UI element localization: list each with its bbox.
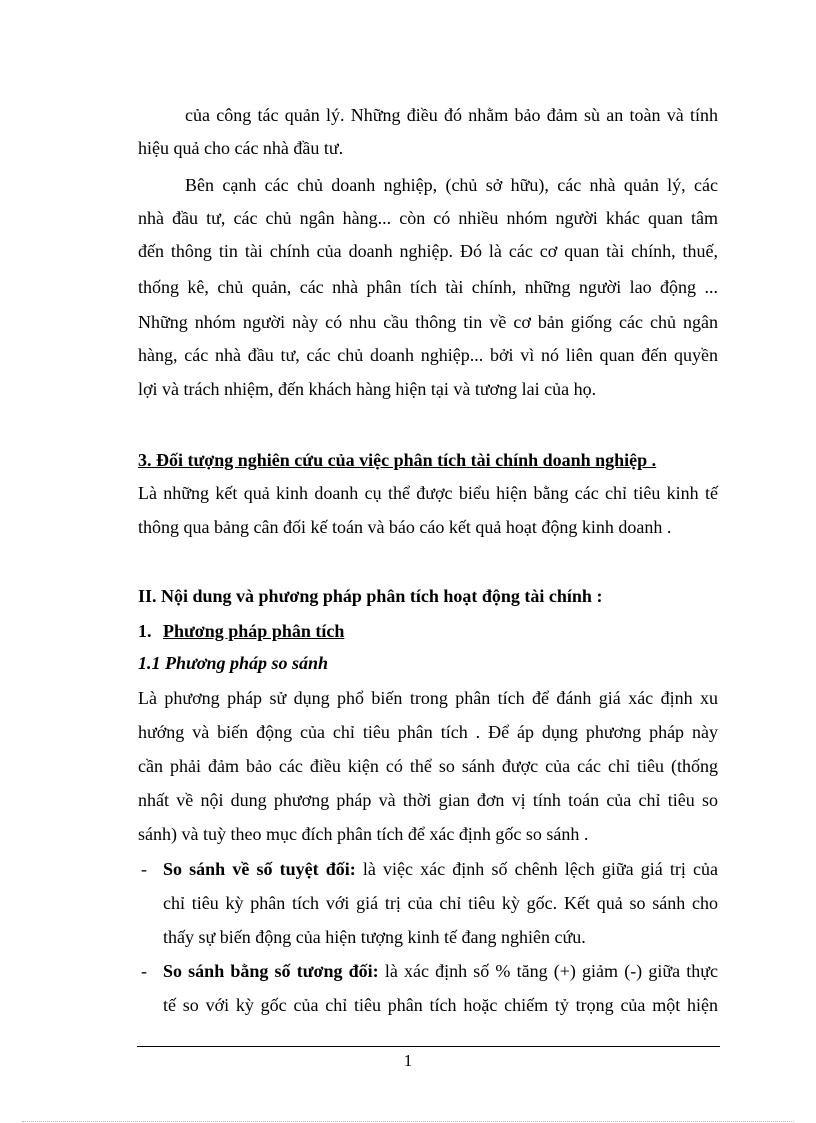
footer-divider [137,1046,720,1047]
bullet-item-line [163,858,718,880]
paragraph-line: hàng, các nhà đầu tư, các chủ doanh nghiệp... bởi vì nó liên quan đến quyền [138,345,718,365]
subsection-heading-1: Phương pháp phân tích [163,621,345,641]
paragraph-line: thống kê, chủ quản, các nhà phân tích tài chính, những người lao động ... [138,277,718,297]
bullet-text: là việc xác định số chênh lệch giữa giá trị của [355,859,718,879]
bullet-item-line: thấy sự biến động của hiện tượng kinh tế đang nghiên cứu. [163,927,586,947]
paragraph-line: đến thông tin tài chính của doanh nghiệp. Đó là các cơ quan tài chính, thuế, [138,241,718,261]
paragraph-line: Là những kết quả kinh doanh cụ thể được biểu hiện bằng các chỉ tiêu kinh tế [138,483,718,503]
bullet-text: là xác định số % tăng (+) giảm (-) giữa thực [378,961,718,981]
paragraph-line: cần phải đảm bảo các điều kiện có thể so sánh được của các chỉ tiêu (thống [138,756,718,776]
page-number: 1 [403,1051,413,1070]
paragraph-line: của công tác quản lý. Những điều đó nhằm bảo đảm sù an toàn và tính [185,105,718,125]
heading-number: 1. [138,621,152,641]
bullet-item-line: chỉ tiêu kỳ phân tích với giá trị của chỉ tiêu kỳ gốc. Kết quả so sánh cho [163,893,718,913]
paragraph-line: Bên cạnh các chủ doanh nghiệp, (chủ sở hữu), các nhà quản lý, các [185,175,718,195]
paragraph-line: thông qua bảng cân đối kế toán và báo cáo kết quả hoạt động kinh doanh . [138,517,672,537]
paragraph-line: hiệu quả cho các nhà đầu tư. [138,138,344,158]
paragraph-line: lợi và trách nhiệm, đến khách hàng hiện tại và tương lai của họ. [138,379,597,399]
paragraph-line: nhất về nội dung phương pháp và thời gian đơn vị tính toán của chỉ tiêu so [138,790,718,810]
section-heading-ii: II. Nội dung và phương pháp phân tích hoạt động tài chính : [138,586,603,606]
paragraph-line: hướng và biến động của chỉ tiêu phân tích . Để áp dụng phương pháp này [138,722,718,742]
section-heading-3: 3. Đối tượng nghiên cứu của việc phân tích tài chính doanh nghiệp . [138,450,657,470]
bullet-dash: - [141,859,147,879]
bullet-term: So sánh về số tuyệt đối: [163,859,356,879]
page-boundary [22,1121,794,1122]
bullet-item-line [163,960,718,982]
paragraph-line: nhà đầu tư, các chủ ngân hàng... còn có nhiều nhóm người khác quan tâm [138,208,718,228]
paragraph-line: Những nhóm người này có nhu cầu thông tin về cơ bản giống các chủ ngân [138,312,718,332]
subsection-heading-1-1: 1.1 Phương pháp so sánh [138,653,329,673]
bullet-dash: - [141,961,147,981]
bullet-term: So sánh bằng số tương đối: [163,961,379,981]
bullet-item-line: tế so với kỳ gốc của chỉ tiêu phân tích hoặc chiếm tỷ trọng của một hiện [163,995,718,1015]
paragraph-line: sánh) và tuỳ theo mục đích phân tích để xác định gốc so sánh . [138,824,589,844]
paragraph-line: Là phương pháp sử dụng phổ biến trong phân tích để đánh giá xác định xu [138,688,718,708]
